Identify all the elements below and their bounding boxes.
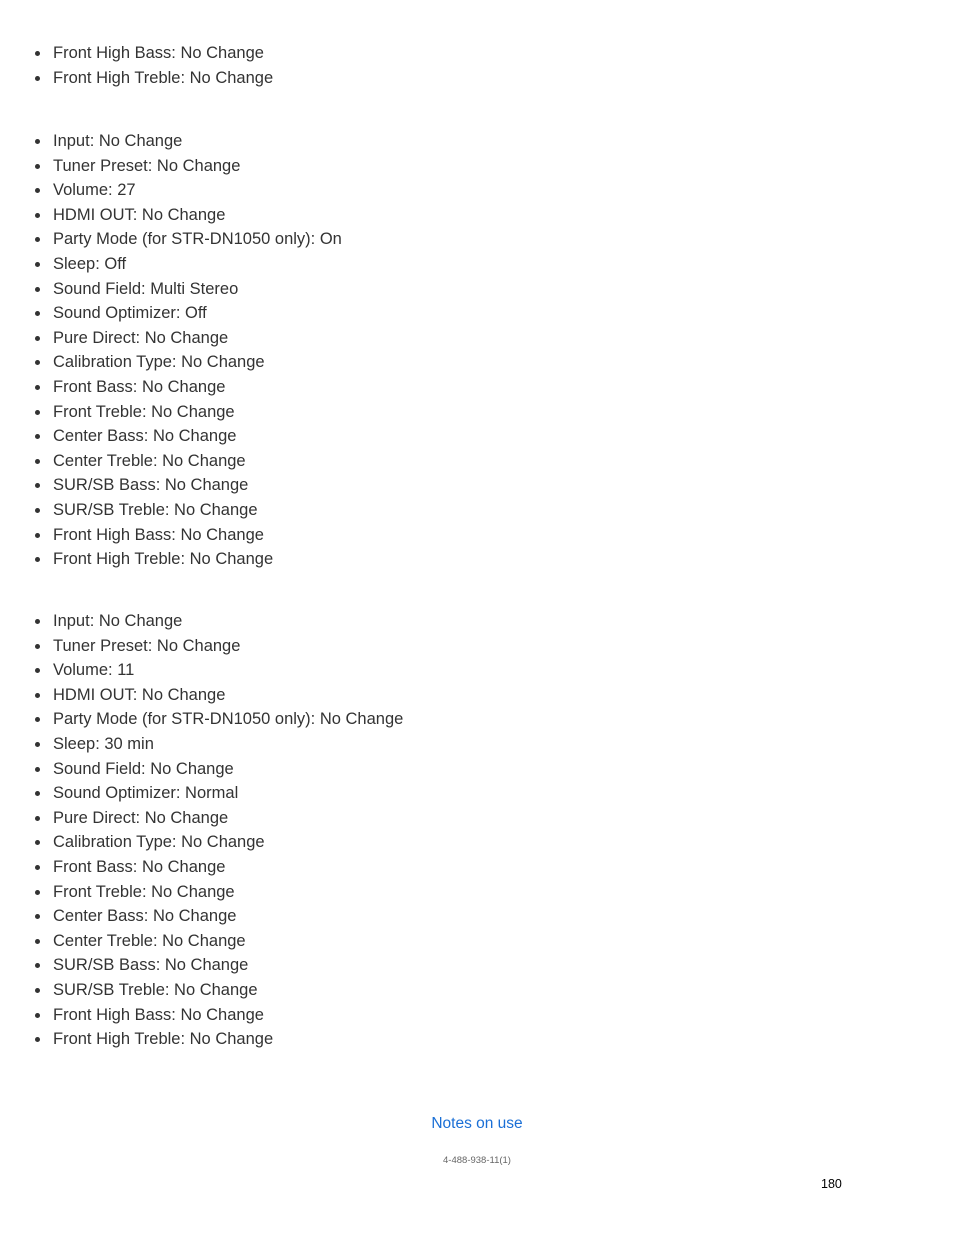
list-item: Front Treble: No Change [53,400,342,425]
list-item: Pure Direct: No Change [53,806,403,831]
list-item: Front High Bass: No Change [53,1003,403,1028]
list-item: Input: No Change [53,129,342,154]
list-item: Center Treble: No Change [53,929,403,954]
settings-list-top [0,41,273,90]
list-item: HDMI OUT: No Change [53,683,403,708]
list-item: SUR/SB Bass: No Change [53,953,403,978]
list-item: Pure Direct: No Change [53,326,342,351]
list-item: Sound Optimizer: Normal [53,781,403,806]
settings-list-middle [0,129,342,572]
document-code: 4-488-938-11(1) [443,1155,511,1166]
list-item: Front High Treble: No Change [53,547,342,572]
list-item: HDMI OUT: No Change [53,203,342,228]
list-item: Volume: 27 [53,178,342,203]
list-item: SUR/SB Bass: No Change [53,473,342,498]
list-item: Calibration Type: No Change [53,830,403,855]
list-item: Tuner Preset: No Change [53,154,342,179]
list-item: SUR/SB Treble: No Change [53,978,403,1003]
settings-list-bottom [0,609,403,1052]
list-item: Front Bass: No Change [53,375,342,400]
list-item: Calibration Type: No Change [53,350,342,375]
list-item: Center Treble: No Change [53,449,342,474]
list-item: Front High Bass: No Change [53,523,342,548]
list-item: Input: No Change [53,609,403,634]
list-item: Center Bass: No Change [53,904,403,929]
list-item: Center Bass: No Change [53,424,342,449]
list-item: Front Bass: No Change [53,855,403,880]
list-item: Sound Field: No Change [53,757,403,782]
list-item: Sleep: 30 min [53,732,403,757]
list-item: Sleep: Off [53,252,342,277]
list-item: Front High Treble: No Change [53,1027,403,1052]
list-item: Volume: 11 [53,658,403,683]
list-item: Front High Treble: No Change [53,66,273,91]
list-item: Front Treble: No Change [53,880,403,905]
list-item: Tuner Preset: No Change [53,634,403,659]
list-item: Party Mode (for STR-DN1050 only): No Change [53,707,403,732]
list-item: Sound Optimizer: Off [53,301,342,326]
page-number: 180 [821,1177,842,1191]
notes-on-use-link[interactable]: Notes on use [431,1115,523,1132]
list-item: Sound Field: Multi Stereo [53,277,342,302]
list-item: Front High Bass: No Change [53,41,273,66]
list-item: Party Mode (for STR-DN1050 only): On [53,227,342,252]
list-item: SUR/SB Treble: No Change [53,498,342,523]
